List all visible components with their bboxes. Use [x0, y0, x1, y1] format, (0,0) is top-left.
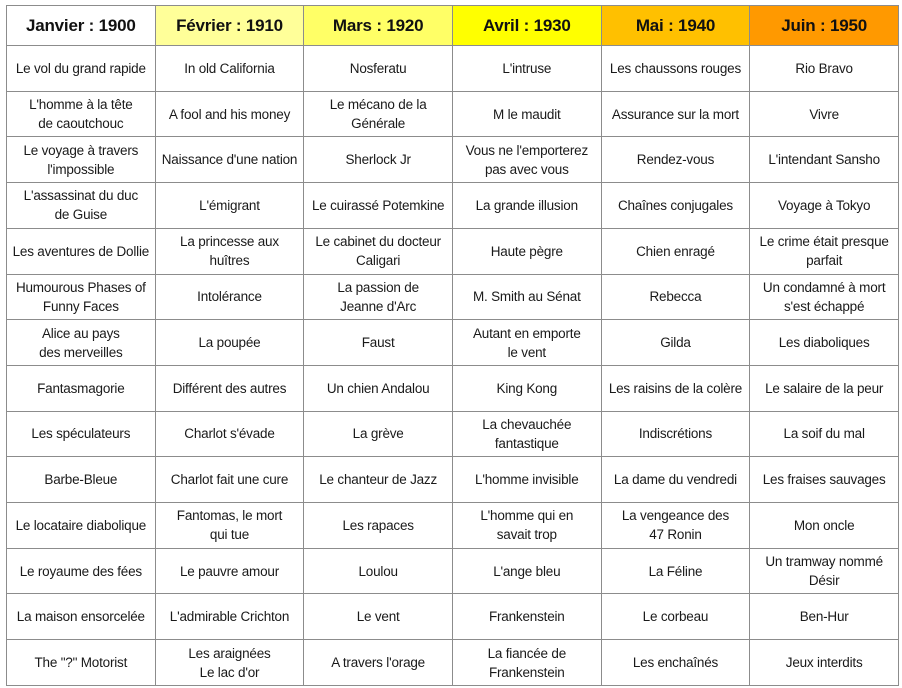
film-title: Barbe-Bleue	[44, 472, 118, 488]
table-cell	[750, 457, 899, 503]
table-cell	[601, 320, 750, 366]
table-cell	[7, 457, 156, 503]
table-cell	[452, 640, 601, 686]
table-cell	[750, 594, 899, 640]
film-title: Les chaussons rouges	[609, 60, 741, 76]
table-cell	[7, 640, 156, 686]
film-title: La soif du mal	[783, 426, 865, 442]
film-title: Les fraises sauvages	[762, 472, 886, 488]
table-cell	[452, 365, 601, 411]
table-cell	[304, 594, 453, 640]
table-cell	[7, 320, 156, 366]
table-cell	[155, 640, 304, 686]
table-cell	[155, 411, 304, 457]
table-cell	[304, 137, 453, 183]
table-cell	[750, 503, 899, 549]
film-title: Alice au pays des merveilles	[39, 325, 123, 360]
table-cell	[7, 503, 156, 549]
table-cell	[304, 46, 453, 92]
film-title: Les diaboliques	[778, 335, 870, 351]
film-title: La vengeance des 47 Ronin	[621, 508, 730, 543]
table-cell	[750, 640, 899, 686]
table-cell	[601, 640, 750, 686]
table-row	[7, 137, 899, 183]
table-row	[7, 594, 899, 640]
film-title: Vous ne l'emporterez pas avec vous	[465, 142, 588, 177]
film-title: L'ange bleu	[493, 563, 561, 579]
film-title: L'émigrant	[199, 197, 260, 213]
table-cell	[601, 594, 750, 640]
film-title: Les raisins de la colère	[608, 380, 743, 396]
table-cell	[452, 411, 601, 457]
table-cell	[452, 46, 601, 92]
table-cell	[155, 91, 304, 137]
table-row	[7, 457, 899, 503]
film-title: Les spéculateurs	[31, 426, 131, 442]
film-title: Le salaire de la peur	[765, 380, 884, 396]
table-cell	[750, 274, 899, 320]
film-title: Le chanteur de Jazz	[319, 472, 438, 488]
film-title: Le cabinet du docteur Caligari	[315, 234, 441, 269]
film-title: L'intruse	[502, 60, 552, 76]
table-cell	[452, 228, 601, 274]
film-title: Le voyage à travers l'impossible	[23, 142, 139, 177]
table-row	[7, 274, 899, 320]
table-cell	[750, 228, 899, 274]
table-cell	[601, 503, 750, 549]
table-cell	[155, 457, 304, 503]
table-row	[7, 411, 899, 457]
table-cell	[304, 320, 453, 366]
column-header: Février : 1910	[155, 6, 304, 46]
films-table	[6, 5, 899, 686]
table-cell	[452, 91, 601, 137]
column-header: Janvier : 1900	[7, 6, 156, 46]
film-title: La Féline	[648, 563, 703, 579]
table-cell	[601, 183, 750, 229]
film-title: La poupée	[198, 335, 261, 351]
table-row	[7, 320, 899, 366]
film-title: La fiancée de Frankenstein	[487, 645, 567, 680]
table-cell	[304, 411, 453, 457]
film-title: Autant en emporte le vent	[472, 325, 581, 360]
film-title: King Kong	[496, 380, 558, 396]
table-cell	[601, 411, 750, 457]
table-cell	[155, 503, 304, 549]
film-title: La chevauchée fantastique	[482, 416, 572, 451]
table-cell	[750, 365, 899, 411]
table-body	[7, 46, 899, 686]
film-title: Intolérance	[197, 289, 262, 305]
column-header: Mars : 1920	[304, 6, 453, 46]
column-header: Avril : 1930	[452, 6, 601, 46]
film-title: Le pauvre amour	[179, 563, 280, 579]
film-title: Le vol du grand rapide	[15, 60, 146, 76]
table-cell	[304, 91, 453, 137]
header-row	[7, 6, 899, 46]
table-cell	[304, 365, 453, 411]
film-title: The "?" Motorist	[34, 655, 128, 671]
film-title: Rebecca	[649, 289, 702, 305]
film-title: Loulou	[358, 563, 398, 579]
table-cell	[452, 594, 601, 640]
table-cell	[155, 320, 304, 366]
table-cell	[7, 137, 156, 183]
film-title: Le crime était presque parfait	[759, 234, 889, 269]
table-cell	[452, 274, 601, 320]
film-title: L'intendant Sansho	[768, 152, 880, 168]
table-cell	[601, 46, 750, 92]
table-cell	[452, 320, 601, 366]
table-cell	[155, 365, 304, 411]
table-cell	[601, 274, 750, 320]
film-title: Fantasmagorie	[37, 380, 125, 396]
table-cell	[601, 228, 750, 274]
table-cell	[304, 640, 453, 686]
table-cell	[750, 320, 899, 366]
table-row	[7, 503, 899, 549]
table-cell	[750, 91, 899, 137]
table-row	[7, 365, 899, 411]
film-title: Mon oncle	[793, 517, 855, 533]
table-cell	[601, 548, 750, 594]
film-title: Rendez-vous	[636, 152, 715, 168]
table-cell	[601, 457, 750, 503]
film-title: La princesse aux huîtres	[180, 234, 279, 269]
film-title: Le cuirassé Potemkine	[311, 197, 445, 213]
table-cell	[7, 548, 156, 594]
film-title: Indiscrétions	[638, 426, 713, 442]
film-title: Le locataire diabolique	[15, 517, 147, 533]
table-cell	[750, 411, 899, 457]
table-cell	[155, 183, 304, 229]
film-title: L'homme à la tête de caoutchouc	[29, 97, 133, 132]
table-cell	[7, 228, 156, 274]
film-title: M le maudit	[493, 106, 561, 122]
film-title: Le corbeau	[642, 609, 709, 625]
film-title: Haute pègre	[490, 243, 563, 259]
table-cell	[601, 91, 750, 137]
film-title: Rio Bravo	[795, 60, 853, 76]
table-cell	[750, 183, 899, 229]
film-title: Un condamné à mort s'est échappé	[762, 279, 886, 314]
table-cell	[304, 548, 453, 594]
table-cell	[155, 137, 304, 183]
film-title: Un chien Andalou	[326, 380, 430, 396]
table-cell	[452, 548, 601, 594]
film-title: Un tramway nommé Désir	[765, 554, 883, 589]
film-title: Vivre	[809, 106, 839, 122]
film-title: Chaînes conjugales	[617, 197, 733, 213]
film-title: Le royaume des fées	[19, 563, 142, 579]
film-title: In old California	[184, 60, 275, 76]
table-cell	[304, 457, 453, 503]
table-cell	[304, 274, 453, 320]
film-title: M. Smith au Sénat	[472, 289, 581, 305]
film-title: Faust	[361, 335, 395, 351]
table-cell	[452, 137, 601, 183]
table-cell	[750, 548, 899, 594]
table-cell	[7, 46, 156, 92]
film-title: La dame du vendredi	[613, 472, 737, 488]
film-title: Voyage à Tokyo	[778, 197, 871, 213]
table-cell	[304, 228, 453, 274]
film-title: A travers l'orage	[331, 655, 425, 671]
film-title: Charlot fait une cure	[170, 472, 289, 488]
column-header: Juin : 1950	[750, 6, 899, 46]
table-cell	[304, 503, 453, 549]
table-cell	[155, 594, 304, 640]
film-title: L'homme invisible	[475, 472, 579, 488]
film-title: Jeux interdits	[785, 655, 863, 671]
table-cell	[7, 365, 156, 411]
film-title: Naissance d'une nation	[161, 152, 298, 168]
film-title: Chien enragé	[636, 243, 715, 259]
table-cell	[155, 274, 304, 320]
table-cell	[155, 228, 304, 274]
film-title: Les rapaces	[342, 517, 414, 533]
table-row	[7, 548, 899, 594]
table-cell	[452, 457, 601, 503]
table-cell	[452, 183, 601, 229]
film-title: L'admirable Crichton	[169, 609, 290, 625]
film-title: Fantomas, le mort qui tue	[176, 508, 283, 543]
film-title: Le mécano de la Générale	[329, 97, 427, 132]
film-title: Frankenstein	[488, 609, 565, 625]
film-title: L'homme qui en savait trop	[480, 508, 574, 543]
table-cell	[750, 46, 899, 92]
film-title: Le vent	[356, 609, 400, 625]
film-title: Les enchaînés	[632, 655, 719, 671]
table-cell	[155, 548, 304, 594]
film-title: Humourous Phases of Funny Faces	[15, 279, 146, 314]
table-cell	[155, 46, 304, 92]
table-cell	[7, 183, 156, 229]
table-row	[7, 228, 899, 274]
table-cell	[7, 594, 156, 640]
table-cell	[452, 503, 601, 549]
film-title: Gilda	[660, 335, 691, 351]
film-title: Ben-Hur	[799, 609, 849, 625]
column-header: Mai : 1940	[601, 6, 750, 46]
film-title: Les aventures de Dollie	[12, 243, 150, 259]
film-title: La passion de Jeanne d'Arc	[337, 279, 419, 314]
film-title: Sherlock Jr	[345, 152, 411, 168]
table-header	[7, 6, 899, 46]
table-row	[7, 46, 899, 92]
film-title: Charlot s'évade	[184, 426, 275, 442]
table-cell	[304, 183, 453, 229]
table-cell	[601, 365, 750, 411]
film-title: A fool and his money	[168, 106, 291, 122]
film-title: La maison ensorcelée	[16, 609, 145, 625]
film-title: La grève	[352, 426, 404, 442]
table-cell	[7, 411, 156, 457]
table-row	[7, 640, 899, 686]
table-cell	[7, 91, 156, 137]
table-cell	[750, 137, 899, 183]
film-title: Nosferatu	[349, 60, 407, 76]
film-title: Les araignées Le lac d'or	[188, 645, 271, 680]
table-cell	[7, 274, 156, 320]
table-cell	[601, 137, 750, 183]
film-title: La grande illusion	[475, 197, 578, 213]
film-title: L'assassinat du duc de Guise	[23, 188, 138, 223]
film-title: Assurance sur la mort	[611, 106, 739, 122]
table-row	[7, 183, 899, 229]
table-row	[7, 91, 899, 137]
film-title: Différent des autres	[172, 380, 287, 396]
